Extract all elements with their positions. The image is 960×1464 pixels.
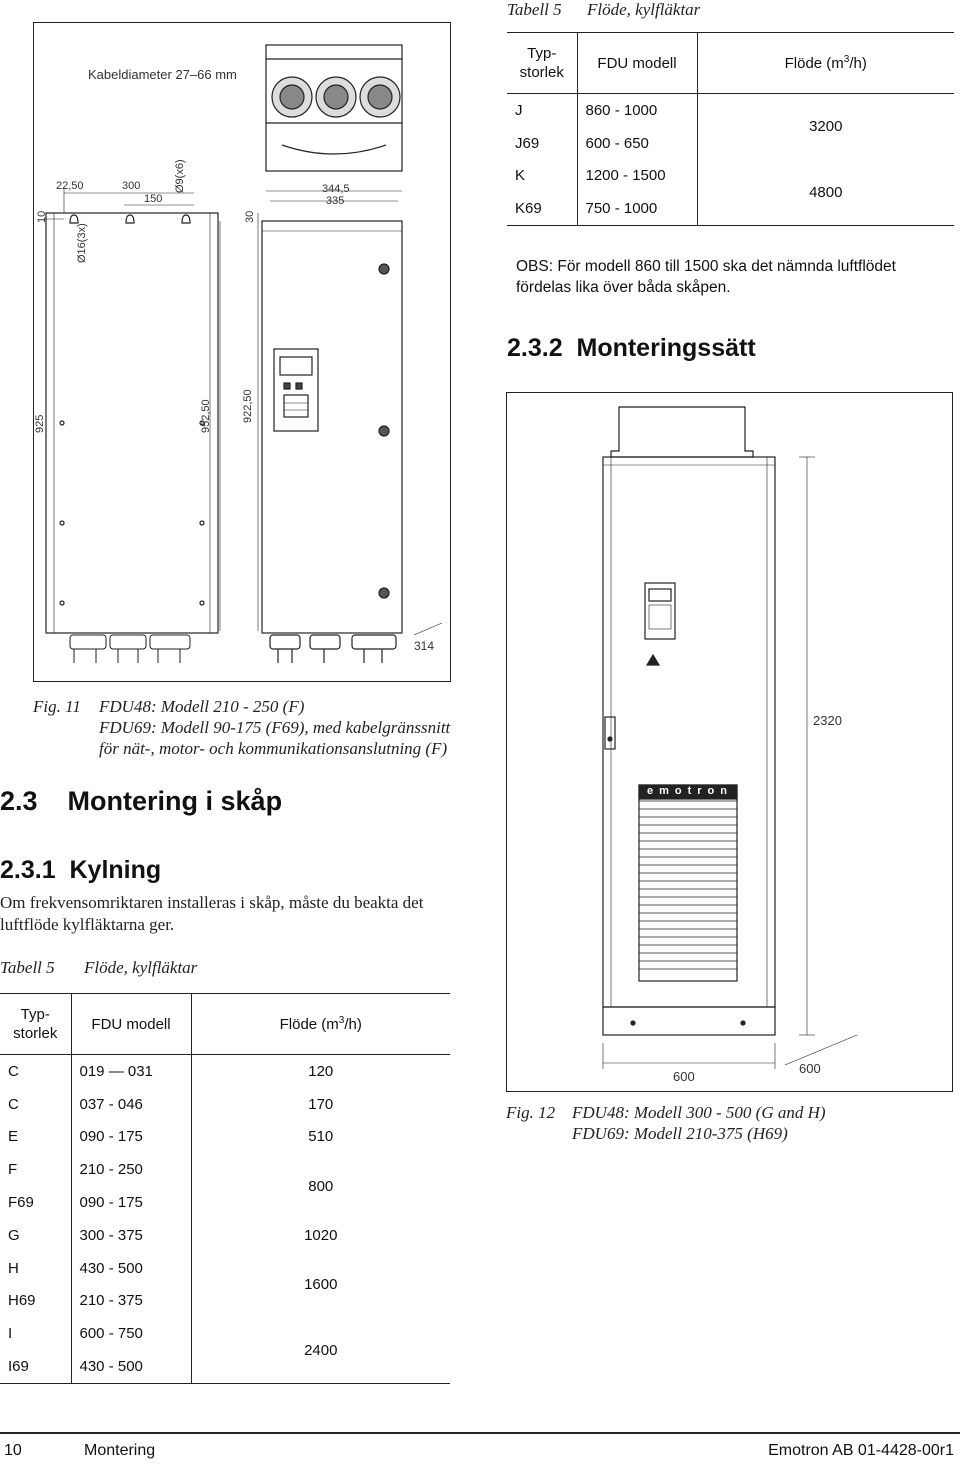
table5-bottom-flow: 800 <box>191 1153 450 1219</box>
table5-top-flow: 3200 <box>697 94 954 160</box>
table-row <box>0 1153 450 1186</box>
table5-bottom-model: 019 — 031 <box>71 1055 191 1088</box>
table-row <box>507 160 954 193</box>
fig11-dim-150: 150 <box>144 193 163 205</box>
footer-page-number: 10 <box>4 1442 22 1459</box>
table5-bottom-type: C <box>8 1095 19 1113</box>
table5-bottom-model: 430 - 500 <box>71 1350 191 1383</box>
fig11-caption-line-3: för nät-, motor- och kommunikationsanslutning (F) <box>99 739 448 758</box>
table5-top-type: K <box>515 167 526 185</box>
table5-bottom-flow: 1020 <box>191 1219 450 1252</box>
table5-bottom-model: 430 - 500 <box>71 1252 191 1285</box>
table5-bottom-type: I <box>8 1325 13 1343</box>
fig12-caption-number: Fig. 12 <box>506 1103 556 1122</box>
table5-bottom-header-model: FDU modell <box>71 994 191 1055</box>
fig11-dim-344-5: 344,5 <box>322 183 350 195</box>
fig12-caption-line-1: FDU48: Modell 300 - 500 (G and H) <box>572 1103 826 1122</box>
table5-bottom-flow: 170 <box>191 1088 450 1121</box>
table5-top-caption <box>507 0 700 20</box>
table5-top-model: 1200 - 1500 <box>577 160 697 193</box>
fig11-caption-line-2: FDU69: Modell 90-175 (F69), med kabelgränssnitt <box>99 718 451 737</box>
table5-top <box>507 32 954 226</box>
fig12-brand-logo: emotron <box>647 785 733 797</box>
table-row <box>0 1055 450 1088</box>
table5-top-header-model: FDU modell <box>577 33 697 94</box>
table5-bottom-caption <box>0 958 197 978</box>
table5-top-caption-text: Flöde, kylfläktar <box>587 0 701 19</box>
table-row <box>0 1317 450 1350</box>
table5-bottom-header-type: Typ- storlek <box>0 994 71 1055</box>
table5-top-type: J <box>515 101 523 119</box>
table5-bottom-header-flow: Flöde $(m^3/h)$ <box>191 994 450 1055</box>
fig12-dim-width: 600 <box>673 1069 695 1084</box>
fig12-drawing-frame <box>506 392 953 1092</box>
table5-top-model: 600 - 650 <box>577 127 697 160</box>
fig11-dim-952-50: 952,50 <box>200 399 212 433</box>
fig11-dim-300: 300 <box>122 180 141 192</box>
table-row <box>0 1121 450 1154</box>
table5-bottom-type: E <box>8 1128 19 1146</box>
fig12-cabinet-drawing <box>507 393 954 1093</box>
table-row <box>0 1219 450 1252</box>
fig11-caption-line-1: FDU48: Modell 210 - 250 (F) <box>99 697 305 716</box>
table5-bottom-flow: 510 <box>191 1121 450 1154</box>
table5-bottom-model: 090 - 175 <box>71 1121 191 1154</box>
heading-2-3: 2.3 Montering i skåp <box>0 786 283 816</box>
table5-bottom-caption-number: Tabell 5 <box>0 958 55 977</box>
body-2-3-1: Om frekvensomriktaren installeras i skåp, måste du beakta det luftflöde kylfläktarna ger. <box>0 893 424 934</box>
table5-bottom <box>0 993 450 1384</box>
fig11-dim-314: 314 <box>414 639 435 653</box>
fig11-caption-number: Fig. 11 <box>33 697 81 716</box>
fig12-caption <box>506 1102 946 1144</box>
table5-top-type: J69 <box>515 134 540 152</box>
obs-note: OBS: För modell 860 till 1500 ska det nämnda luftflödet fördelas lika över båda skåpen. <box>516 258 896 296</box>
footer-rule <box>0 1432 960 1434</box>
table-row <box>0 1252 450 1285</box>
table5-top-header-type: Typ- storlek <box>507 33 577 94</box>
fig11-dim-30: 30 <box>244 210 256 223</box>
table5-top-type: K69 <box>515 200 542 218</box>
table5-bottom-type: C <box>8 1062 19 1080</box>
fig11-cable-diameter-label: Kabeldiameter 27–66 mm <box>88 67 237 82</box>
table-row <box>507 94 954 127</box>
table5-bottom-flow: 120 <box>191 1055 450 1088</box>
footer-section: Montering <box>84 1442 156 1459</box>
table5-bottom-type: I69 <box>8 1358 29 1376</box>
table-row <box>0 1088 450 1121</box>
fig11-dim-9x6: Ø9(x6) <box>174 159 186 193</box>
heading-2-3-2: 2.3.2 Monteringssätt <box>507 334 756 362</box>
fig11-drawing-frame <box>33 22 451 682</box>
table5-bottom-model: 210 - 250 <box>71 1153 191 1186</box>
table5-top-flow: 4800 <box>697 160 954 226</box>
fig11-caption <box>33 696 473 759</box>
fig12-dim-height: 2320 <box>813 713 842 728</box>
table5-bottom-model: 210 - 375 <box>71 1285 191 1318</box>
table5-bottom-caption-text: Flöde, kylfläktar <box>84 958 198 977</box>
fig11-dim-925: 925 <box>34 414 46 433</box>
table5-top-caption-number: Tabell 5 <box>507 0 562 19</box>
fig12-caption-line-2: FDU69: Modell 210-375 (H69) <box>572 1124 788 1143</box>
table5-bottom-type: F <box>8 1161 18 1179</box>
table5-bottom-model: 300 - 375 <box>71 1219 191 1252</box>
fig11-dim-335: 335 <box>326 195 345 207</box>
fig11-dim-922-50: 922,50 <box>242 389 254 423</box>
table5-bottom-model: 037 - 046 <box>71 1088 191 1121</box>
table5-top-header-flow: Flöde $(m^3/h)$ <box>697 33 954 94</box>
table5-bottom-model: 090 - 175 <box>71 1186 191 1219</box>
table5-bottom-type: H69 <box>8 1292 36 1310</box>
fig11-dim-22-50: 22,50 <box>56 180 84 192</box>
table5-bottom-type: G <box>8 1226 20 1244</box>
table5-top-model: 860 - 1000 <box>577 94 697 127</box>
fig11-dim-16x3: Ø16(3x) <box>76 223 88 263</box>
table5-bottom-flow: 2400 <box>191 1317 450 1383</box>
fig11-dimension-drawing <box>34 23 452 683</box>
table5-bottom-model: 600 - 750 <box>71 1317 191 1350</box>
table5-bottom-flow: 1600 <box>191 1252 450 1318</box>
heading-2-3-1: 2.3.1 Kylning <box>0 856 162 884</box>
table5-top-model: 750 - 1000 <box>577 192 697 225</box>
footer-doc-id: Emotron AB 01-4428-00r1 <box>768 1442 954 1459</box>
fig11-dim-10: 10 <box>36 210 48 223</box>
fig12-dim-depth: 600 <box>799 1061 821 1076</box>
table5-bottom-type: H <box>8 1259 19 1277</box>
table5-bottom-type: F69 <box>8 1194 34 1212</box>
